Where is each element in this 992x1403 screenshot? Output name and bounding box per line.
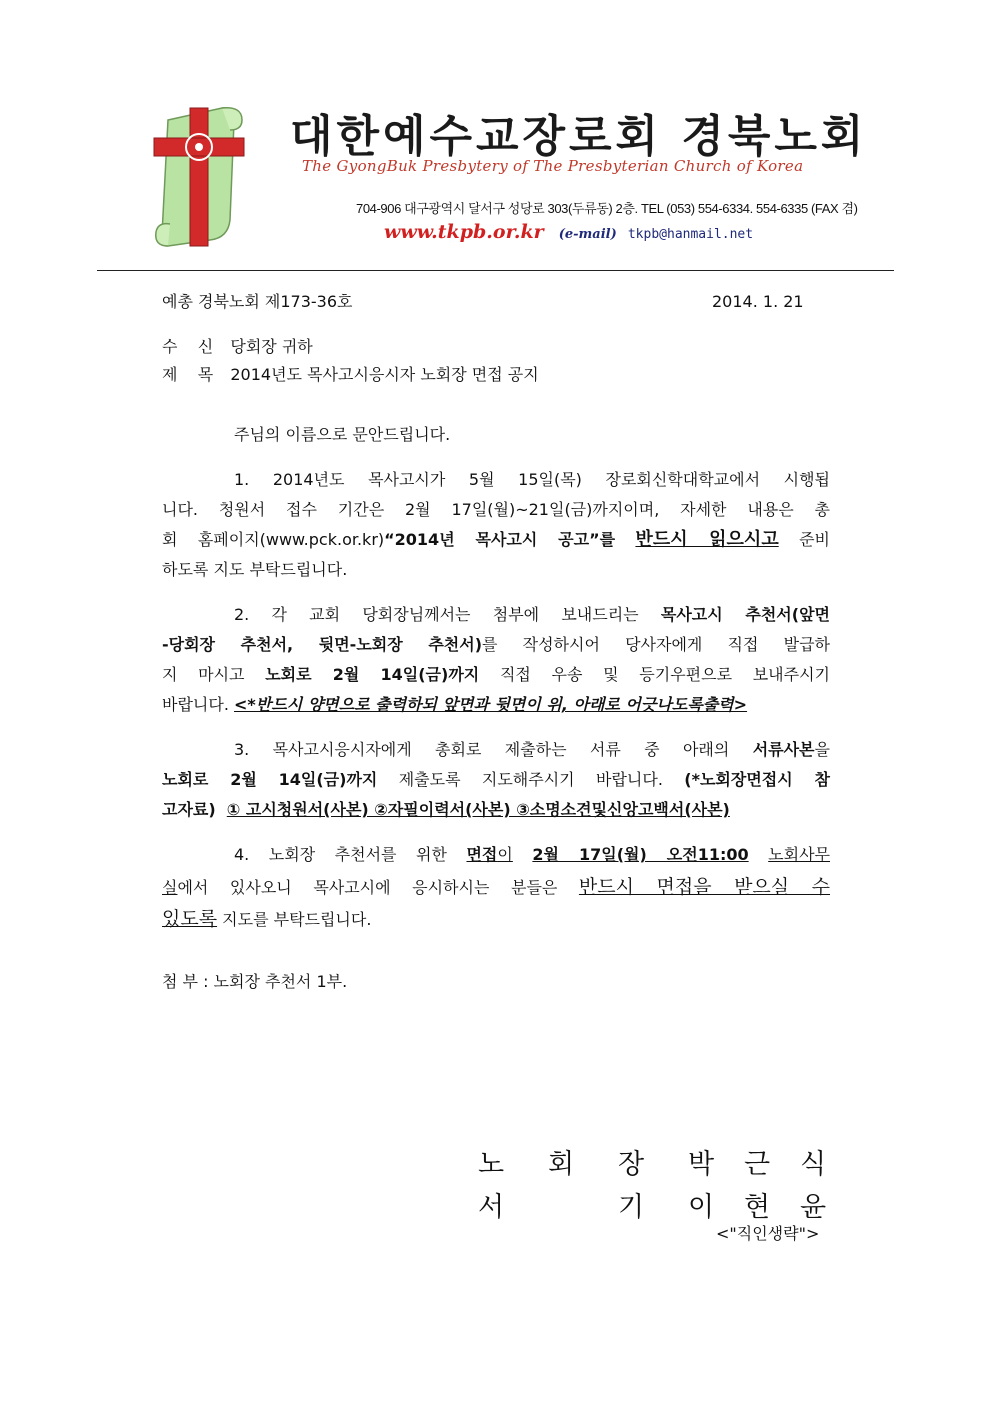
paragraph-4 — [162, 845, 830, 930]
paragraph-2-text: 를 작성하시어 당사자에게 직접 발급하 — [482, 635, 830, 654]
email-label: (e-mail) — [558, 227, 617, 242]
paragraph-4-text: 에서 있사오니 목사고시에 응시하시는 분들은 — [177, 878, 558, 897]
must-attend-emphasis: 반드시 면접을 받으실 수 — [578, 876, 830, 898]
reference-note: (*노회장면접시 참 — [684, 770, 830, 789]
paragraph-1-line: 니다. 청원서 접수 기간은 2월 17일(월)~21일(금)까지이며, 자세한 내용은 총 — [162, 500, 830, 519]
deadline-emphasis: 노회로 2월 14일(금)까지 — [162, 770, 378, 789]
paragraph-1-line: 1. 2014년도 목사고시가 5월 15일(목) 장로회신학대학교에서 시행됩 — [234, 470, 830, 489]
paragraph-2-text: 지 마시고 — [162, 665, 245, 684]
paragraph-4-text: 4. 노회장 추천서를 위한 — [234, 845, 447, 864]
recipient-label: 수 신 — [162, 337, 214, 356]
organization-name-korean: 대한예수교장로회 경북노회 — [290, 111, 868, 162]
header-divider — [97, 270, 894, 271]
paragraph-2-text: 직접 우송 및 등기우편으로 보내주시기 — [499, 665, 831, 684]
paragraph-1-text: 준비 — [799, 530, 830, 549]
paragraph-3-line — [162, 800, 830, 820]
paragraph-3-text: 제출도록 지도해주시기 바랍니다. — [398, 770, 663, 789]
recipient-row — [162, 337, 313, 357]
paragraph-2-line — [162, 695, 830, 715]
subject-row — [162, 365, 539, 385]
signature-char: 박 — [688, 1149, 715, 1180]
paragraph-4-text: 지도를 부탁드립니다. — [222, 910, 372, 929]
paragraph-4-line — [162, 845, 830, 865]
signature-char: 회 — [548, 1149, 575, 1180]
paragraph-3-line — [162, 770, 830, 790]
interview-emphasis: 면접 — [466, 845, 498, 864]
paragraph-2-line — [162, 635, 830, 655]
organization-name-english: The GyongBuk Presbytery of The Presbyterian Church of Korea — [302, 157, 804, 175]
paragraph-1-line: 하도록 지도 부탁드립니다. — [162, 560, 348, 579]
organization-address: 704-906 대구광역시 달서구 성당로 303(두류동) 2층. TEL (053) 554-6334. 554-6335 (FAX 겸) — [356, 201, 858, 216]
recommendation-form-emphasis: 목사고시 추천서(앞면 — [660, 605, 830, 624]
signature-char: 노 — [478, 1149, 505, 1180]
reference-note: 고자료) — [162, 800, 216, 819]
paragraph-1 — [162, 470, 830, 580]
subject-value: 2014년도 목사고시응시자 노회장 면접 공지 — [230, 365, 539, 384]
paragraph-2 — [162, 605, 830, 715]
signature-char: 윤 — [800, 1192, 827, 1223]
recipient-value: 당회장 귀하 — [230, 337, 313, 356]
document-number: 예총 경북노회 제173-36호 — [162, 292, 353, 311]
signature-char: 기 — [618, 1192, 645, 1223]
greeting: 주님의 이름으로 문안드립니다. — [234, 425, 451, 444]
paragraph-2-line — [162, 605, 830, 625]
document-date: 2014. 1. 21 — [712, 292, 804, 311]
paragraph-4-line — [162, 876, 830, 898]
notice-title: “2014년 목사고시 공고”를 — [384, 530, 616, 549]
interview-location: 실 — [162, 878, 178, 897]
paragraph-3-text: 을 — [814, 740, 830, 759]
interview-location: 노회사무 — [768, 845, 830, 864]
paragraph-3 — [162, 740, 830, 820]
paragraph-2-line — [162, 665, 830, 685]
website-link[interactable]: www.tkpb.or.kr — [384, 221, 544, 243]
email-link[interactable]: tkpb@hanmail.net — [627, 227, 754, 242]
document-copies-emphasis: 서류사본 — [752, 740, 815, 759]
paragraph-3-line — [162, 740, 830, 760]
paragraph-4-line — [162, 908, 830, 930]
seal-omitted-note: <"직인생략"> — [716, 1224, 820, 1243]
paragraph-2-text: 바랍니다. — [162, 695, 229, 714]
signature-char: 이 — [688, 1192, 715, 1223]
must-attend-emphasis: 있도록 — [162, 908, 218, 930]
signature-char: 현 — [744, 1192, 771, 1223]
deadline-emphasis: 노회로 2월 14일(금)까지 — [265, 665, 480, 684]
signature-char: 식 — [800, 1149, 827, 1180]
contact-line — [384, 221, 753, 243]
signature-char: 장 — [618, 1149, 645, 1180]
paragraph-4-text: 이 — [497, 845, 513, 864]
signature-char: 근 — [744, 1149, 771, 1180]
signature-char: 서 — [478, 1192, 505, 1223]
print-instruction-note: <*반드시 양면으로 출력하되 앞면과 뒷면이 위, 아래로 어긋나도록출력> — [234, 695, 748, 714]
subject-label: 제 목 — [162, 365, 214, 384]
recommendation-form-emphasis: -당회장 추천서, 뒷면-노회장 추천서) — [162, 635, 483, 654]
required-documents-list: ① 고시청원서(사본) ②자필이력서(사본) ③소명소견및신앙고백서(사본) — [226, 800, 730, 819]
paragraph-2-text: 2. 각 교회 당회장님께서는 첨부에 보내드리는 — [234, 605, 639, 624]
interview-datetime: 2월 17일(월) 오전11:00 — [532, 845, 749, 864]
paragraph-1-line — [162, 530, 830, 550]
homepage-text: 회 홈페이지(www.pck.or.kr) — [162, 530, 385, 549]
paragraph-3-text: 3. 목사고시응시자에게 총회로 제출하는 서류 중 아래의 — [234, 740, 730, 759]
presbytery-logo-cross-scroll — [150, 100, 250, 250]
attachment-note: 첨 부 : 노회장 추천서 1부. — [162, 972, 348, 991]
must-read-emphasis: 반드시 읽으시고 — [635, 529, 779, 550]
